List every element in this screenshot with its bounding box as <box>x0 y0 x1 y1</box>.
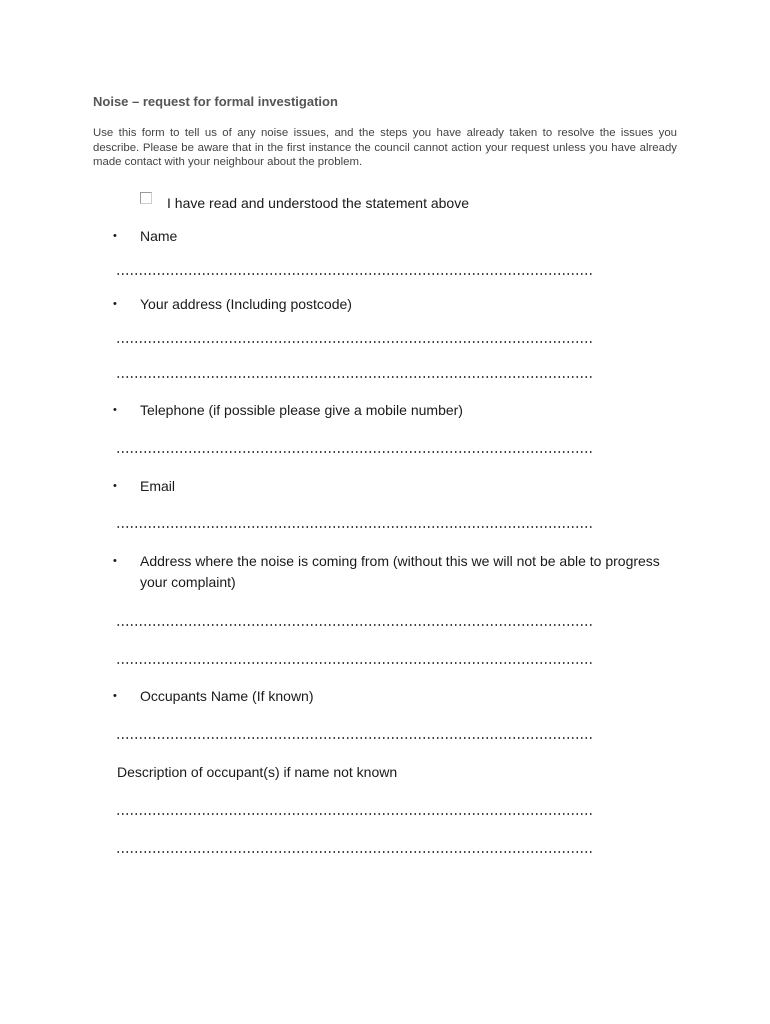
address-field-line-2[interactable] <box>116 375 592 379</box>
acknowledgement-label: I have read and understood the statement above <box>167 195 469 211</box>
email-field-label: Email <box>140 478 176 494</box>
name-field-label: Name <box>140 228 178 244</box>
acknowledgement-checkbox[interactable] <box>140 192 152 204</box>
bullet-icon: • <box>113 404 117 416</box>
email-field-label-row <box>113 476 660 497</box>
bullet-icon: • <box>113 690 117 702</box>
bullet-icon: • <box>113 298 117 310</box>
occupants-name-field-line[interactable] <box>116 736 592 740</box>
bullet-icon: • <box>113 480 117 492</box>
noise-address-field-line-1[interactable] <box>116 623 592 627</box>
address-field-label: Your address (Including postcode) <box>140 296 352 312</box>
occupant-description-field-label: Description of occupant(s) if name not known <box>117 764 398 780</box>
occupants-name-field-label: Occupants Name (If known) <box>140 688 314 704</box>
telephone-field-label-row <box>113 400 660 421</box>
noise-address-field-label: Address where the noise is coming from (without this we will not be able to progress your complaint) <box>140 553 660 590</box>
noise-address-field-line-2[interactable] <box>116 661 592 665</box>
bullet-icon: • <box>113 230 117 242</box>
occupants-name-field-label-row <box>113 686 660 707</box>
occupant-description-field-line-2[interactable] <box>116 850 592 854</box>
address-field-line-1[interactable] <box>116 340 592 344</box>
address-field-label-row <box>113 294 660 315</box>
occupant-description-field-line-1[interactable] <box>116 812 592 816</box>
form-title: Noise – request for formal investigation <box>93 94 338 109</box>
telephone-field-line[interactable] <box>116 450 592 454</box>
name-field-line[interactable] <box>116 272 592 276</box>
acknowledgement-row <box>140 191 469 211</box>
email-field-line[interactable] <box>116 525 592 529</box>
name-field-label-row <box>113 226 660 247</box>
intro-paragraph: Use this form to tell us of any noise issues, and the steps you have already taken to resolve the issues you describe. Please be aware that in the first instance the council cannot action your request unless you have already made contact with your neighbour about the problem. <box>93 127 677 168</box>
telephone-field-label: Telephone (if possible please give a mobile number) <box>140 402 463 418</box>
noise-address-field-label-row <box>113 551 660 593</box>
bullet-icon: • <box>113 555 117 567</box>
